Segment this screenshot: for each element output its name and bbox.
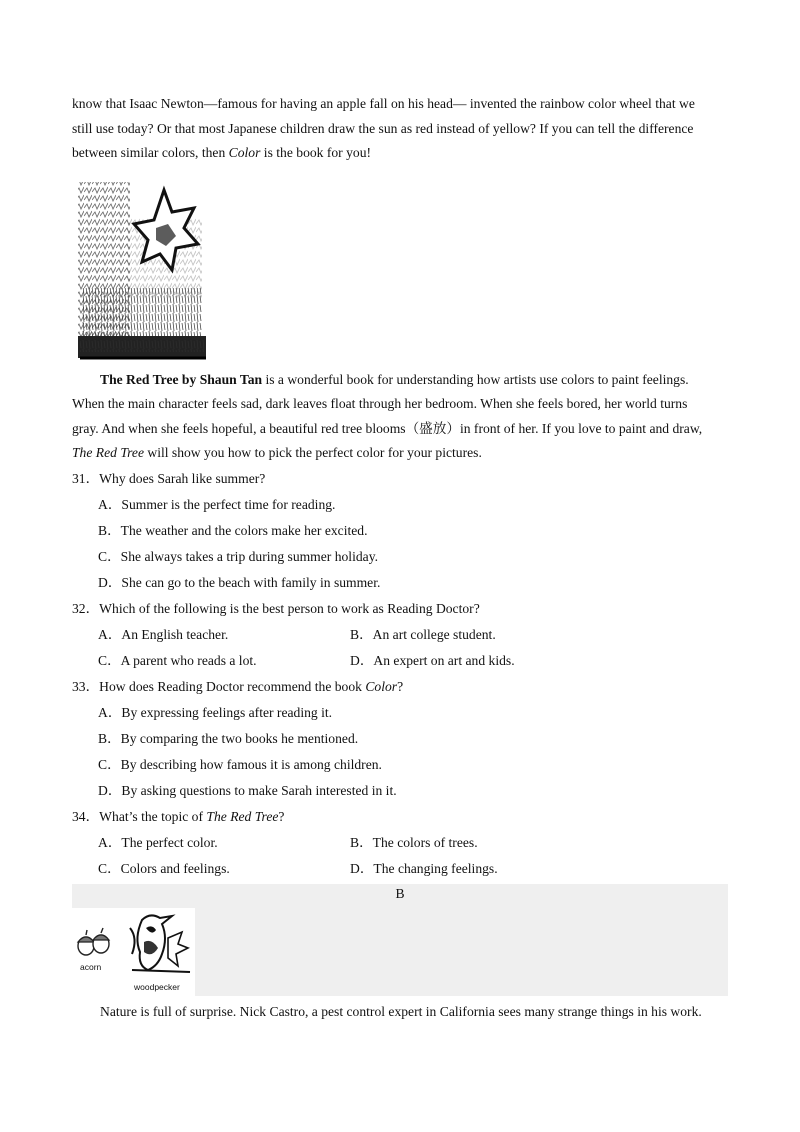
question-32-row-2	[72, 648, 728, 674]
document-page	[72, 92, 728, 1024]
acorn-woodpecker-image	[72, 908, 195, 996]
woodpecker-icon	[126, 910, 192, 980]
acorn-woodpecker-illustration	[72, 908, 195, 996]
section-b-first-line: Nature is full of surprise. Nick Castro, a pest control expert in California sees many strange things in his work.	[100, 1003, 702, 1019]
red-tree-line-1	[72, 368, 728, 393]
question-33-option-c: C．By describing how famous it is among children.	[98, 756, 382, 772]
question-34-stem-end: ?	[278, 808, 285, 824]
intro-line-3	[72, 141, 728, 166]
question-32-option-d: D．An expert on art and kids.	[350, 652, 515, 668]
question-32-stem: 32．Which of the following is the best person to work as Reading Doctor?	[72, 600, 480, 616]
red-tree-heading: The Red Tree by Shaun Tan	[100, 371, 263, 387]
question-31-option-b: B．The weather and the colors make her excited.	[98, 522, 368, 538]
section-b-header	[72, 884, 728, 996]
book-title-color: Color	[228, 145, 261, 160]
question-32-option-a: A．An English teacher.	[98, 626, 229, 642]
red-tree-line-4-text: will show you how to pick the perfect color for your pictures.	[143, 445, 482, 460]
question-33-stem	[72, 674, 728, 700]
question-33-option-a: A．By expressing feelings after reading it.	[98, 704, 333, 720]
question-34-row-1	[72, 830, 728, 856]
question-34-option-a: A．The perfect color.	[98, 834, 218, 850]
question-33-option-d: D．By asking questions to make Sarah interested in it.	[98, 782, 397, 798]
question-32-row-1	[72, 622, 728, 648]
question-33-stem-text: 33．How does Reading Doctor recommend the book	[72, 678, 366, 694]
question-32	[72, 596, 728, 674]
intro-paragraph	[72, 92, 728, 166]
red-tree-paragraph	[72, 368, 728, 466]
question-34-option-c: C．Colors and feelings.	[98, 860, 230, 876]
question-34-stem	[72, 804, 728, 830]
intro-line-2: still use today? Or that most Japanese children draw the sun as red instead of yellow? If you can tell the difference	[72, 120, 694, 136]
intro-line-3-text: between similar colors, then	[72, 145, 229, 160]
question-33-stem-end: ?	[397, 678, 404, 694]
question-31-option-d: D．She can go to the beach with family in summer.	[98, 574, 381, 590]
red-tree-line-2: When the main character feels sad, dark leaves float through her bedroom. When she feels bored, her world turns	[72, 396, 688, 411]
question-34-option-d: D．The changing feelings.	[350, 860, 498, 876]
red-tree-line-1-text: is a wonderful book for understanding how artists use colors to paint feelings.	[262, 371, 689, 387]
question-33-option-b: B．By comparing the two books he mentioned.	[98, 730, 359, 746]
question-34-row-2	[72, 856, 728, 882]
woodpecker-label: woodpecker	[134, 981, 180, 992]
question-31-option-c: C．She always takes a trip during summer holiday.	[98, 548, 379, 564]
intro-line-1: know that Isaac Newton—famous for having an apple fall on his head— invented the rainbow color wheel that we	[72, 96, 695, 111]
question-33	[72, 674, 728, 804]
question-33-book-title: Color	[365, 678, 398, 694]
question-31	[72, 466, 728, 596]
acorn-icon	[78, 928, 109, 955]
intro-line-3-end: is the book for you!	[260, 145, 372, 160]
question-34	[72, 804, 728, 882]
question-34-book-title: The Red Tree	[206, 808, 279, 824]
red-tree-line-3: gray. And when she feels hopeful, a beautiful red tree blooms（盛放）in front of her. If you love to paint and draw,	[72, 420, 703, 436]
red-tree-cover-image	[76, 178, 208, 362]
question-32-option-c: C．A parent who reads a lot.	[98, 652, 257, 668]
question-31-stem: 31．Why does Sarah like summer?	[72, 470, 266, 486]
acorn-label: acorn	[80, 961, 102, 972]
question-34-option-b: B．The colors of trees.	[350, 834, 478, 850]
question-34-stem-text: 34．What’s the topic of	[72, 808, 207, 824]
red-tree-line-4	[72, 441, 728, 466]
question-31-option-a: A．Summer is the perfect time for reading.	[98, 496, 336, 512]
red-tree-cover-illustration	[76, 178, 208, 362]
section-b-letter: B	[395, 885, 405, 901]
question-32-option-b: B．An art college student.	[350, 626, 496, 642]
book-title-red-tree: The Red Tree	[72, 445, 144, 460]
